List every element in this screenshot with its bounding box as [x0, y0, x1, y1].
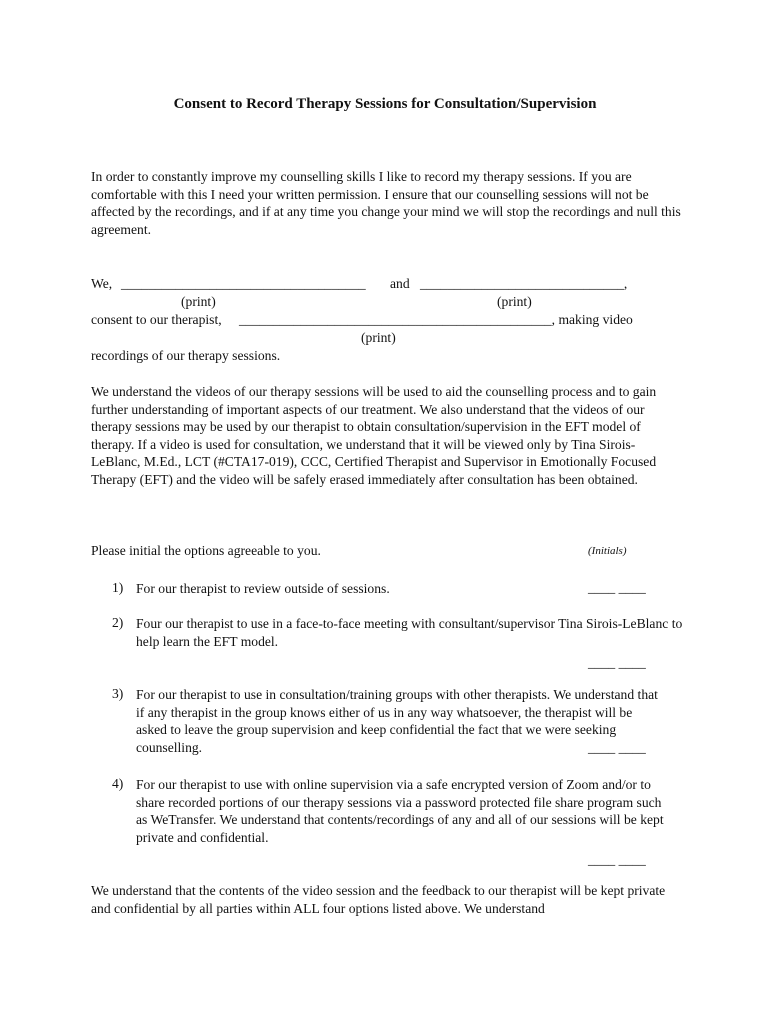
- option-text: For our therapist to use in consultation/training groups with other therapists. We understand that if any therapist in the group knows either of us in any way whatsoever, the therapist will be asked to leave the group supervision and keep confidential the fact that we were seeking counselling.: [136, 687, 658, 755]
- initial-blanks-option-2[interactable]: ____ ____: [588, 655, 646, 670]
- consent-and-label: and: [390, 276, 410, 291]
- intro-paragraph: In order to constantly improve my counselling skills I like to record my therapy sessions. If you are comfortable with this I need your written permission. I ensure that our counselling sessions will not be affected by the recordings, and if at any time you change your mind we will stop the recordings and null this agreement.: [91, 169, 681, 237]
- initial-blanks-option-3[interactable]: ____ ____: [588, 740, 646, 755]
- closing-paragraph: We understand that the contents of the video session and the feedback to our therapist will be kept private and confidential by all parties within ALL four options listed above. We understand: [91, 883, 666, 916]
- client-name-blank-2[interactable]: ______________________________,: [420, 276, 628, 291]
- initial-blanks-option-1[interactable]: ____ ____: [588, 580, 646, 595]
- print-label-2: (print): [497, 294, 532, 309]
- therapist-name-blank[interactable]: ______________________________________________, making video: [239, 312, 633, 327]
- consent-therapist-label: consent to our therapist,: [91, 312, 222, 327]
- print-label-3: (print): [361, 330, 396, 345]
- option-number: 1): [112, 580, 124, 595]
- option-number: 3): [112, 686, 124, 701]
- document-title: Consent to Record Therapy Sessions for Consultation/Supervision: [173, 96, 597, 112]
- consent-recordings-text: recordings of our therapy sessions.: [91, 348, 281, 363]
- option-number: 2): [112, 615, 124, 630]
- option-text: For our therapist to use with online supervision via a safe encrypted version of Zoom and/or to share recorded portions of our therapy sessions via a password protected file share program such as WeTransfer. We understand that contents/recordings of any and all of our sessions will be kept private and confidential.: [136, 777, 664, 845]
- client-name-blank-1[interactable]: ____________________________________: [121, 276, 366, 291]
- initial-blanks-option-4[interactable]: ____ ____: [588, 852, 646, 867]
- print-label-1: (print): [181, 294, 216, 309]
- understanding-paragraph: We understand the videos of our therapy sessions will be used to aid the counselling process and to gain further understanding of important aspects of our treatment. We also understand that the videos of our therapy sessions may be used by our therapist to obtain consultation/supervision in the EFT model of therapy. If a video is used for consultation, we understand that it will be viewed only by Tina Sirois-LeBlanc, M.Ed., LCT (#CTA17-019), CCC, Certified Therapist and Supervisor in Emotionally Focused Therapy (EFT) and the video will be safely erased immediately after consultation has been obtained.: [91, 384, 657, 487]
- option-text: For our therapist to review outside of sessions.: [136, 581, 390, 596]
- option-number: 4): [112, 776, 124, 791]
- consent-we-label: We,: [91, 276, 113, 291]
- options-intro: Please initial the options agreeable to you.: [91, 543, 321, 558]
- initials-column-label: (Initials): [588, 545, 627, 557]
- option-text: Four our therapist to use in a face-to-face meeting with consultant/supervisor Tina Sirois-LeBlanc to help learn the EFT model.: [136, 616, 683, 649]
